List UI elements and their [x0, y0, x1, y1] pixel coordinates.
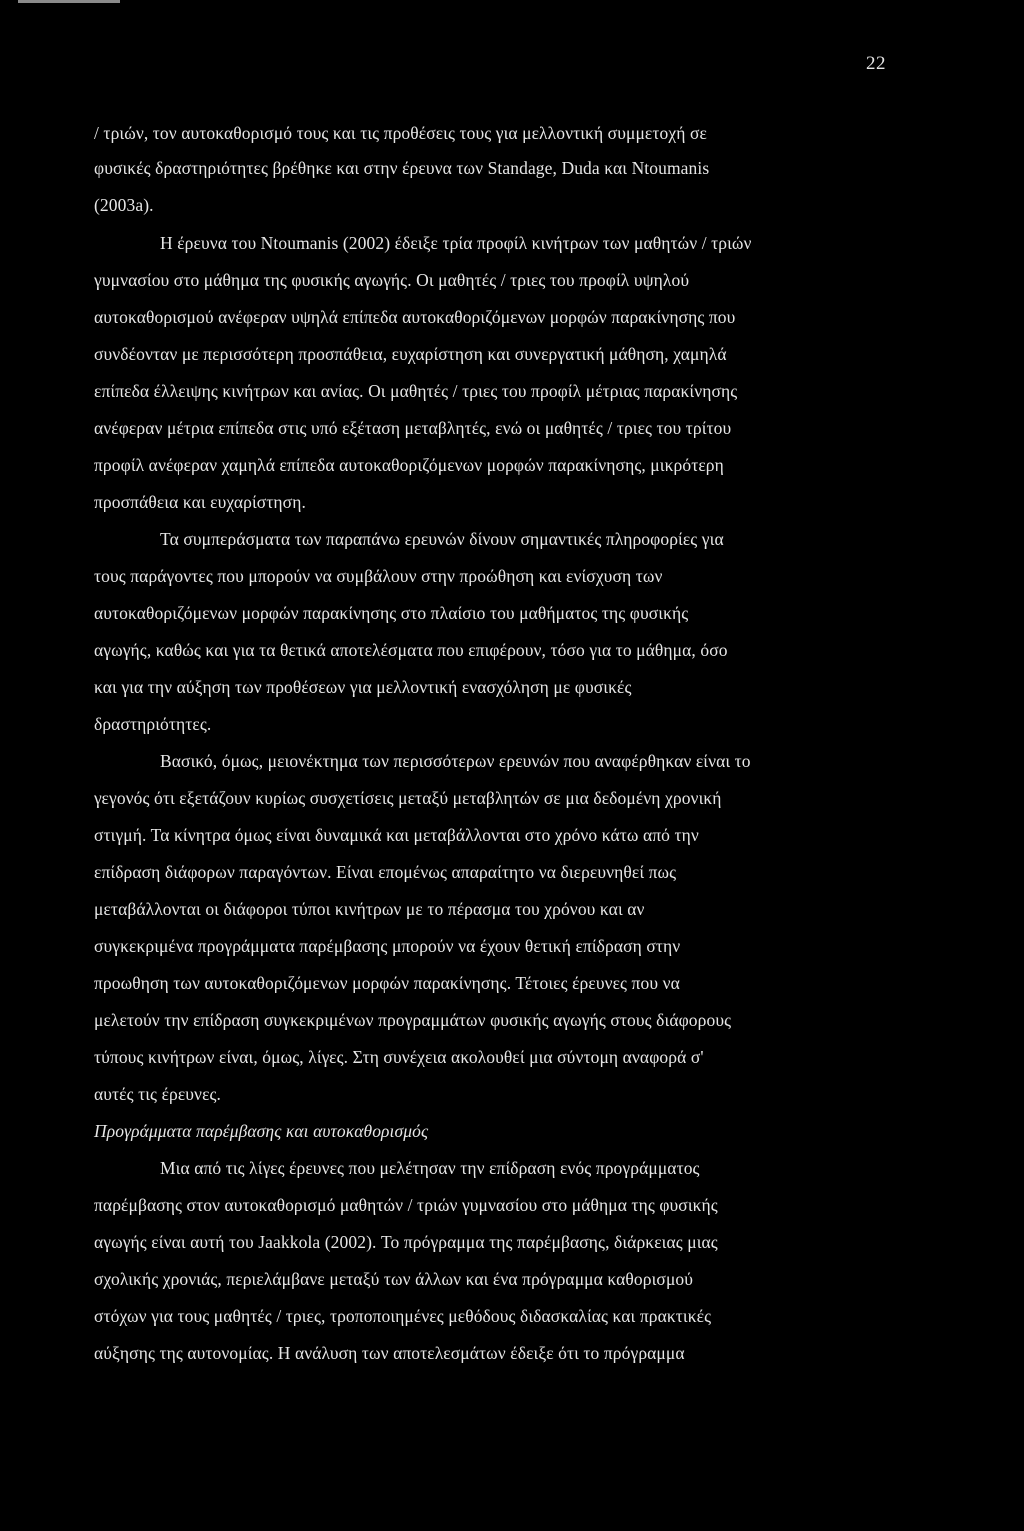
text-line: μεταβάλλονται οι διάφοροι τύποι κινήτρων με το πέρασμα του χρόνου και αν: [94, 899, 645, 919]
text-line: Η έρευνα του Ntoumanis (2002) έδειξε τρία προφίλ κινήτρων των μαθητών / τριών: [160, 233, 752, 253]
text-line: προωθηση των αυτοκαθοριζόμενων μορφών παρακίνησης. Τέτοιες έρευνες που να: [94, 973, 680, 993]
text-line: ανέφεραν μέτρια επίπεδα στις υπό εξέταση μεταβλητές, ενώ οι μαθητές / τριες του τρίτου: [94, 418, 732, 438]
text-line: Βασικό, όμως, μειονέκτημα των περισσότερων ερευνών που αναφέρθηκαν είναι το: [160, 751, 751, 771]
text-line: τους παράγοντες που μπορούν να συμβάλουν στην προώθηση και ενίσχυση των: [94, 566, 663, 586]
text-line: προσπάθεια και ευχαρίστηση.: [94, 492, 306, 512]
text-line: παρέμβασης στον αυτοκαθορισμό μαθητών / τριών γυμνασίου στο μάθημα της φυσικής: [94, 1195, 718, 1215]
text-line: (2003a).: [94, 195, 154, 215]
text-line: Τα συμπεράσματα των παραπάνω ερευνών δίνουν σημαντικές πληροφορίες για: [160, 529, 724, 549]
text-line: συγκεκριμένα προγράμματα παρέμβασης μπορούν να έχουν θετική επίδραση στην: [94, 936, 681, 956]
text-line: μελετούν την επίδραση συγκεκριμένων προγραμμάτων φυσικής αγωγής στους διάφορους: [94, 1010, 732, 1030]
text-line: και για την αύξηση των προθέσεων για μελλοντική ενασχόληση με φυσικές: [94, 677, 632, 697]
text-line: προφίλ ανέφεραν χαμηλά επίπεδα αυτοκαθοριζόμενων μορφών παρακίνησης, μικρότερη: [94, 455, 724, 475]
page-number: 22: [866, 53, 886, 74]
text-line: γυμνασίου στο μάθημα της φυσικής αγωγής. Οι μαθητές / τριες του προφίλ υψηλού: [94, 270, 690, 290]
text-line: / τριών, τον αυτοκαθορισμό τους και τις προθέσεις τους για μελλοντική συμμετοχή σε: [94, 123, 707, 143]
text-line: αγωγής, καθώς και για τα θετικά αποτελέσματα που επιφέρουν, τόσο για το μάθημα, όσο: [94, 640, 728, 660]
text-line: φυσικές δραστηριότητες βρέθηκε και στην έρευνα των Standage, Duda και Ntoumanis: [94, 158, 710, 178]
top-rule: [18, 0, 120, 3]
section-subheading: Προγράμματα παρέμβασης και αυτοκαθορισμός: [94, 1121, 429, 1141]
text-line: Μια από τις λίγες έρευνες που μελέτησαν την επίδραση ενός προγράμματος: [160, 1158, 700, 1178]
text-line: σχολικής χρονιάς, περιελάμβανε μεταξύ των άλλων και ένα πρόγραμμα καθορισμού: [94, 1269, 694, 1289]
text-line: επίπεδα έλλειψης κινήτρων και ανίας. Οι μαθητές / τριες του προφίλ μέτριας παρακίνησης: [94, 381, 738, 401]
text-line: αύξησης της αυτονομίας. Η ανάλυση των αποτελεσμάτων έδειξε ότι το πρόγραμμα: [94, 1343, 685, 1363]
text-line: αυτοκαθορισμού ανέφεραν υψηλά επίπεδα αυτοκαθοριζόμενων μορφών παρακίνησης που: [94, 307, 736, 327]
text-line: συνδέονταν με περισσότερη προσπάθεια, ευχαρίστηση και συνεργατική μάθηση, χαμηλά: [94, 344, 727, 364]
text-line: αυτοκαθοριζόμενων μορφών παρακίνησης στο πλαίσιο του μαθήματος της φυσικής: [94, 603, 689, 623]
text-line: στόχων για τους μαθητές / τριες, τροποποιημένες μεθόδους διδασκαλίας και πρακτικές: [94, 1306, 712, 1326]
text-line: επίδραση διάφορων παραγόντων. Είναι επομένως απαραίτητο να διερευνηθεί πως: [94, 862, 677, 882]
text-line: στιγμή. Τα κίνητρα όμως είναι δυναμικά και μεταβάλλονται στο χρόνο κάτω από την: [94, 825, 699, 845]
text-line: δραστηριότητες.: [94, 714, 212, 734]
text-line: τύπους κινήτρων είναι, όμως, λίγες. Στη συνέχεια ακολουθεί μια σύντομη αναφορά σ': [94, 1047, 704, 1067]
text-line: γεγονός ότι εξετάζουν κυρίως συσχετίσεις μεταξύ μεταβλητών σε μια δεδομένη χρονική: [94, 788, 722, 808]
text-line: αγωγής είναι αυτή του Jaakkola (2002). Το πρόγραμμα της παρέμβασης, διάρκειας μιας: [94, 1232, 718, 1252]
text-line: αυτές τις έρευνες.: [94, 1084, 222, 1104]
